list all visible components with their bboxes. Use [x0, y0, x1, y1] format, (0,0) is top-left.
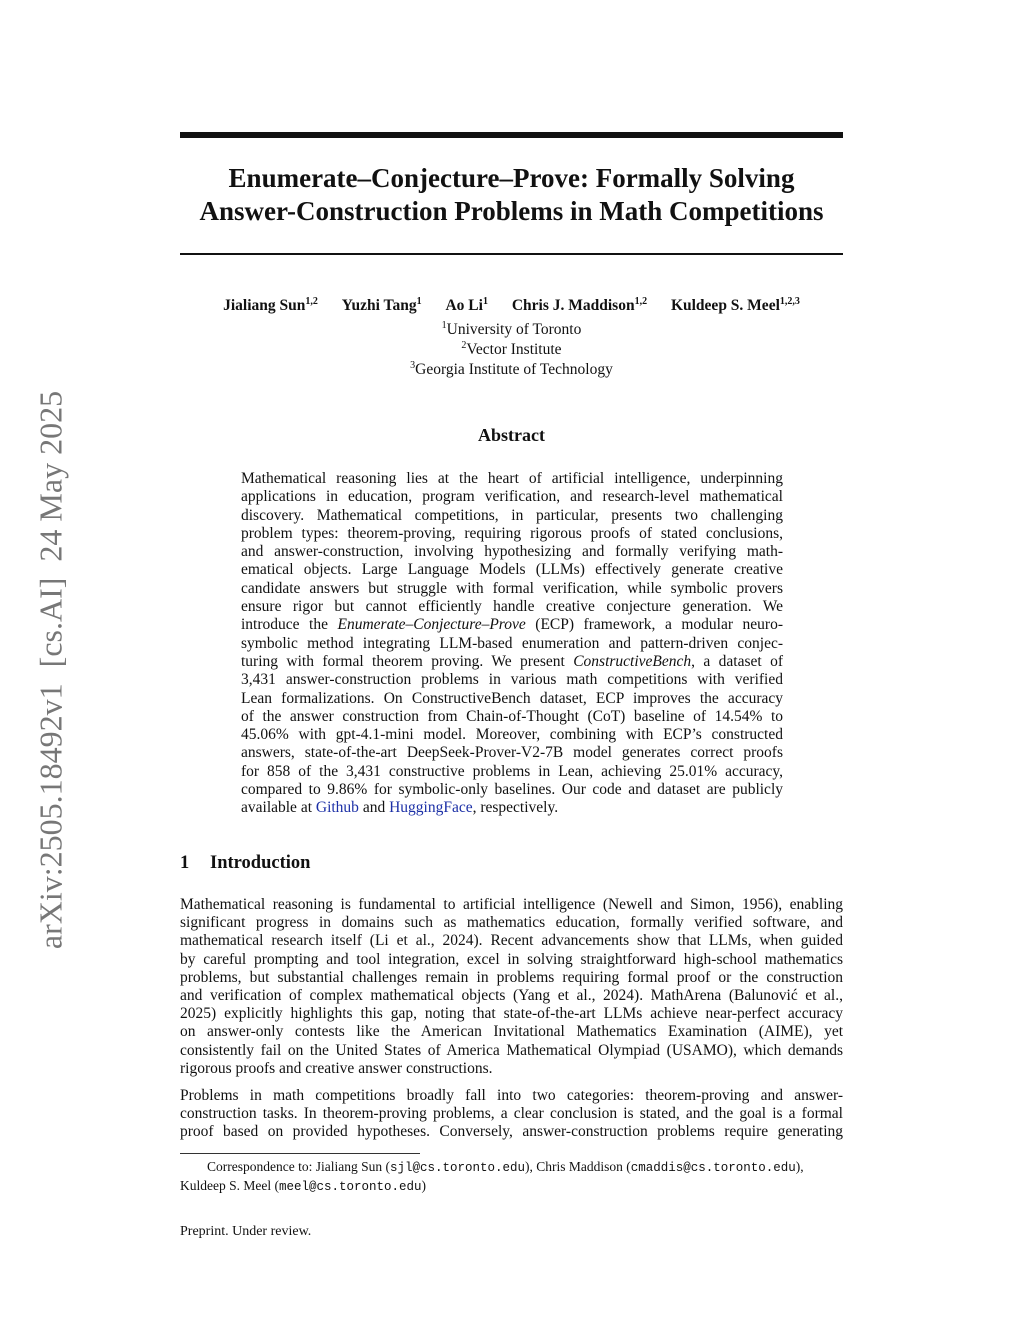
abstract-line: Mathematical reasoning lies at the heart of artificial intelligence, underpinning: [241, 470, 783, 487]
arxiv-category: [cs.AI]: [32, 577, 69, 668]
abstract-line: 45.06% with gpt-4.1-mini model. Moreover, combining with ECP’s constructed: [241, 726, 783, 744]
text-line: Problems in math competitions broadly fall into two categories: theorem-proving and answer-: [180, 1087, 843, 1104]
abstract-line: discovery. Mathematical competitions, in particular, presents two challenging: [241, 506, 783, 524]
abstract-line: symbolic method integrating LLM-based enumeration and pattern-driven conjec-: [241, 634, 783, 652]
github-link[interactable]: Github: [315, 799, 359, 817]
affiliation: $^2$Vector Institute: [461, 340, 562, 358]
text-line: significant progress in domains such as mathematics education, formally verified software, and: [180, 914, 843, 932]
title-line-2: Answer-Construction Problems in Math Competitions: [199, 196, 824, 226]
abstract-line: applications in education, program verification, and research-level mathematical: [241, 488, 783, 506]
arxiv-side-stamp: [33, 375, 70, 949]
author: Ao Li$^1$: [445, 296, 488, 314]
abstract-line: ensure rigor but cannot efficiently handle creative conjecture generation. We: [241, 598, 783, 616]
text-line: 2025) explicitly highlights this gap, noting that state-of-the-art LLMs achieve near-perfect accuracy: [180, 1005, 843, 1023]
intro-paragraph-2: [180, 1087, 843, 1142]
benchmark-name: ConstructiveBench: [573, 652, 692, 670]
abstract-line: problem types: theorem-proving, requiring rigorous proofs of stated conclusions,: [241, 524, 783, 542]
abstract-line: candidate answers but struggle with formal verification, while symbolic provers: [241, 579, 783, 597]
author: Yuzhi Tang$^1$: [341, 296, 422, 314]
abstract-line: of the answer construction from Chain-of-Thought (CoT) baseline of 14.54% to: [241, 707, 783, 725]
abstract-line: introduce the Enumerate–Conjecture–Prove (ECP) framework, a modular neuro-: [241, 616, 783, 634]
text-line: Mathematical reasoning is fundamental to artificial intelligence (Newell and Simon, 1956), enabling: [180, 896, 843, 913]
abstract-line: 3,431 answer-construction problems in various math competitions with verified: [241, 671, 783, 689]
text-line: proof based on provided hypotheses. Conversely, answer-construction problems require generating: [180, 1123, 843, 1141]
email: meel@cs.toronto.edu: [278, 1180, 422, 1194]
abstract-line: compared to 9.86% for symbolic-only baselines. Our code and dataset are publicly: [241, 781, 783, 799]
ecp-name: Enumerate–Conjecture–Prove: [337, 616, 526, 634]
abstract-line: available at Github and HuggingFace, respectively.: [241, 799, 559, 817]
arxiv-date: 24 May 2025: [32, 390, 69, 562]
title-bottom-rule: [180, 253, 843, 255]
text-line: problems, but substantial challenges remain in problems requiring formal proof or the construction: [180, 968, 843, 986]
abstract-line: Lean formalizations. On ConstructiveBench dataset, ECP improves the accuracy: [241, 689, 783, 707]
title-line-1: Enumerate–Conjecture–Prove: Formally Solving: [228, 163, 795, 193]
text-line: construction tasks. In theorem-proving problems, a clear conclusion is stated, and the goal is a formal: [180, 1105, 843, 1123]
text-line: mathematical research itself (Li et al., 2024). Recent advancements show that LLMs, when guided: [180, 932, 843, 950]
intro-paragraph-1: [180, 896, 843, 1078]
footnote-rule: [180, 1153, 420, 1154]
huggingface-link[interactable]: HuggingFace: [389, 799, 473, 817]
footnote-line: Correspondence to: Jialiang Sun (sjl@cs.toronto.edu), Chris Maddison (cmaddis@cs.toronto.edu),: [207, 1159, 804, 1175]
preprint-note: Preprint. Under review.: [180, 1224, 312, 1239]
paper-title: [160, 162, 863, 228]
text-line: rigorous proofs and creative answer constructions.: [180, 1059, 493, 1077]
abstract-body: [241, 470, 783, 818]
affiliation: $^3$Georgia Institute of Technology: [410, 360, 613, 378]
affiliations: [160, 320, 863, 380]
author: Jialiang Sun$^{1,2}$: [223, 296, 318, 314]
abstract-line: for 858 of the 3,431 constructive problems in Lean, achieving 25.01% accuracy,: [241, 762, 783, 780]
abstract-heading: Abstract: [478, 425, 545, 445]
text-line: consistently fail on the United States of America Mathematical Olympiad (USAMO), which demands: [180, 1041, 843, 1059]
abstract-line: and answer-construction, involving hypothesizing and formally verifying math-: [241, 543, 783, 561]
author: Kuldeep S. Meel$^{1,2,3}$: [670, 296, 800, 314]
email: sjl@cs.toronto.edu: [389, 1161, 525, 1175]
text-line: by careful prompting and tool integration, excel in solving straightforward high-school mathematics: [180, 950, 843, 968]
author-list: [160, 297, 863, 315]
arxiv-id: arXiv:2505.18492v1: [32, 683, 69, 950]
section-number: 1: [180, 853, 190, 873]
affiliation: $^1$University of Toronto: [441, 320, 582, 338]
text-line: and verification of complex mathematical objects (Yang et al., 2024). MathArena (Balunović et al.,: [180, 986, 843, 1004]
abstract-line: turing with formal theorem proving. We present ConstructiveBench, a dataset of: [241, 652, 784, 670]
footnote-line: Kuldeep S. Meel (meel@cs.toronto.edu): [180, 1178, 427, 1194]
email: cmaddis@cs.toronto.edu: [630, 1161, 796, 1175]
abstract-line: answers, state-of-the-art DeepSeek-Prover-V2-7B model generates correct proofs: [241, 744, 783, 762]
title-top-rule: [180, 132, 843, 138]
section-heading: [180, 853, 310, 874]
section-title: Introduction: [210, 853, 311, 873]
text-line: on answer-only contests like the American Invitational Mathematics Examination (AIME), yet: [180, 1023, 843, 1041]
abstract-line: ematical objects. Large Language Models (LLMs) effectively generate creative: [241, 561, 783, 579]
author: Chris J. Maddison$^{1,2}$: [511, 296, 648, 314]
footnote: [180, 1158, 843, 1196]
